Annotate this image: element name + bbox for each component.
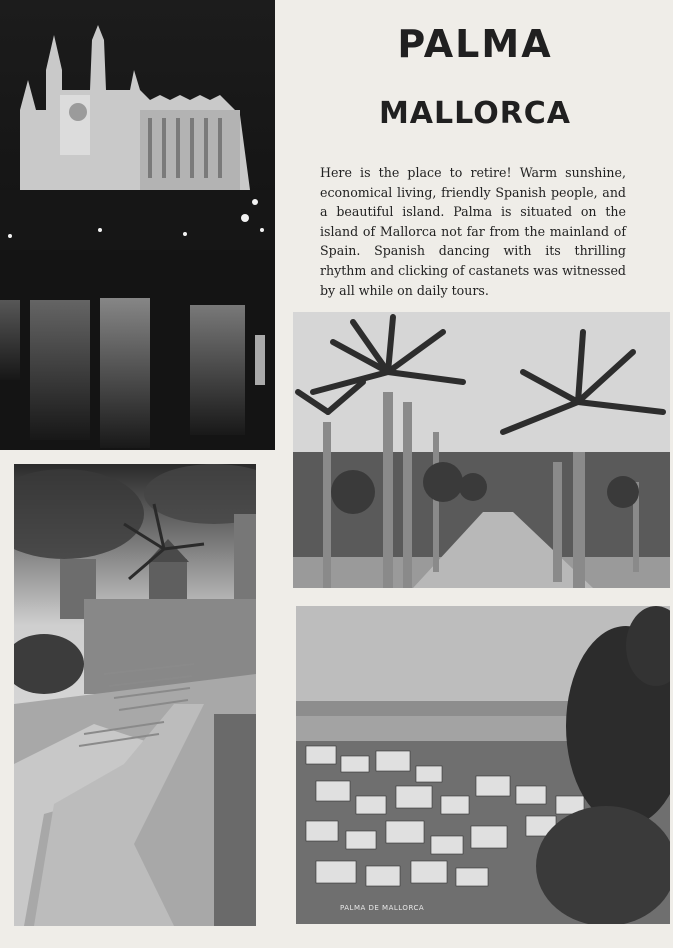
palm-avenue-photo (293, 312, 670, 588)
page-subtitle: MALLORCA (378, 96, 572, 131)
article-paragraph: Here is the place to retire! Warm sunshine, economical living, friendly Spanish people, and a beautiful island. Palma is situated on the island of Mallorca not far from the mainland of Spain. Spanish dancing with its thrilling rhythm and clicking of castanets was witnessed by all while on daily tours. (320, 165, 626, 298)
cathedral-night-photo (0, 0, 275, 450)
windmill-path-photo (14, 464, 256, 926)
page-title: PALMA (397, 22, 553, 66)
palma-city-view-photo (296, 606, 670, 924)
photo-caption: PALMA DE MALLORCA (340, 904, 425, 912)
